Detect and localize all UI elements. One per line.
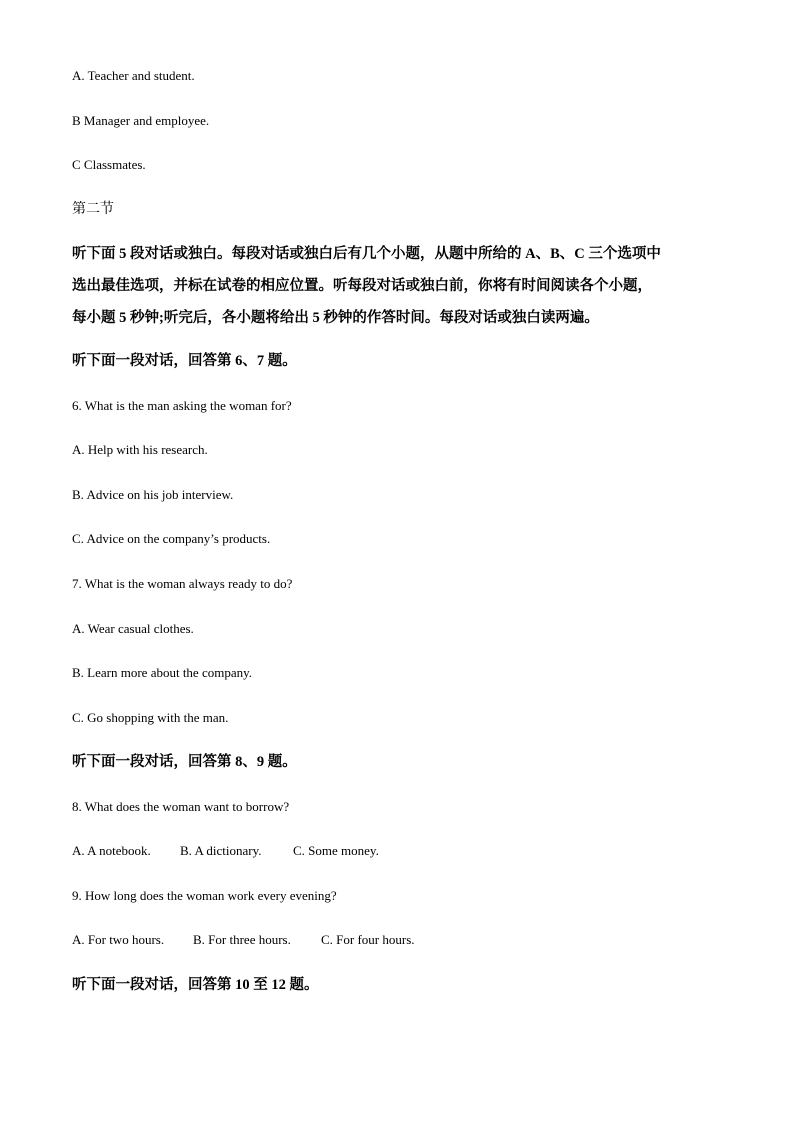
q7-option-c: C. Go shopping with the man.	[72, 710, 229, 725]
group-heading-8-9: 听下面一段对话，回答第 8、9 题。	[72, 754, 297, 770]
q9-option-b: B. For three hours.	[193, 932, 291, 947]
section-instructions	[72, 238, 722, 334]
q6-option-c: C. Advice on the company’s products.	[72, 531, 271, 546]
q7-question: 7. What is the woman always ready to do?	[72, 576, 293, 591]
q9-option-c: C. For four hours.	[321, 932, 415, 947]
q6-question: 6. What is the man asking the woman for?	[72, 398, 292, 413]
q8-option-c: C. Some money.	[293, 843, 379, 858]
q6-option-b: B. Advice on his job interview.	[72, 487, 234, 502]
q7-option-b: B. Learn more about the company.	[72, 665, 253, 680]
q8-option-a: A. A notebook.	[72, 843, 151, 858]
q7-option-a: A. Wear casual clothes.	[72, 621, 194, 636]
q9-options	[72, 932, 415, 948]
q5-option-c: C Classmates.	[72, 157, 146, 172]
group-heading-6-7: 听下面一段对话，回答第 6、7 题。	[72, 353, 297, 369]
instructions-line-3: 每小题 5 秒钟;听完后，各小题将给出 5 秒钟的作答时间。每段对话或独白读两遍。	[72, 310, 599, 326]
q8-options	[72, 843, 379, 859]
q8-question: 8. What does the woman want to borrow?	[72, 799, 290, 814]
q9-option-a: A. For two hours.	[72, 932, 165, 947]
group-heading-10-12: 听下面一段对话，回答第 10 至 12 题。	[72, 977, 319, 993]
q5-option-b: B Manager and employee.	[72, 113, 210, 128]
q5-option-a: A. Teacher and student.	[72, 68, 195, 83]
instructions-line-2: 选出最佳选项，并标在试卷的相应位置。听每段对话或独白前，你将有时间阅读各个小题，	[72, 278, 652, 294]
q6-option-a: A. Help with his research.	[72, 442, 208, 457]
q9-question: 9. How long does the woman work every evening?	[72, 888, 337, 903]
section-title: 第二节	[72, 202, 114, 217]
q8-option-b: B. A dictionary.	[180, 843, 262, 858]
instructions-line-1: 听下面 5 段对话或独白。每段对话或独白后有几个小题，从题中所给的 A、B、C 三个选项中	[72, 246, 661, 262]
